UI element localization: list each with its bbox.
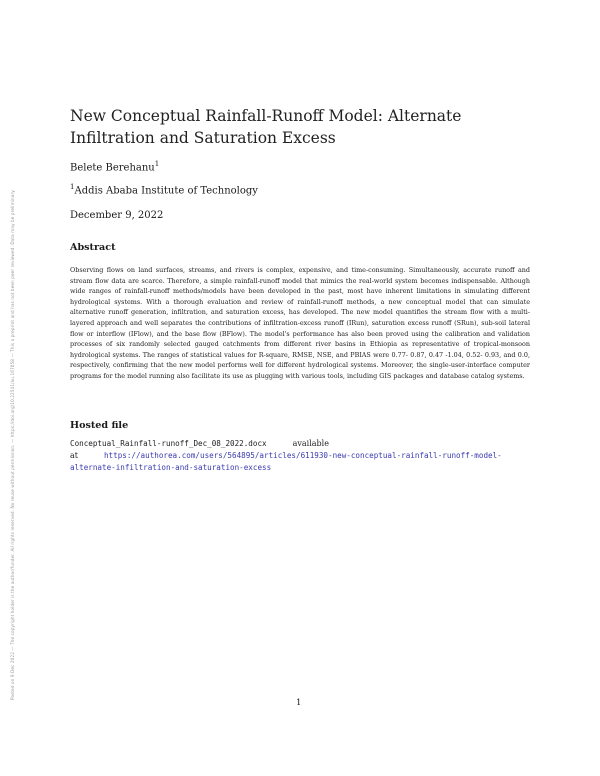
abstract-text: Observing flows on land surfaces, streams, and rivers is complex, expensive, and time-consuming. Simultaneously, accurate runoff and stream flow data are scarce. Therefore, a simple rainfall-runoff model that mimics the real-world system becomes indispensable. Although wide ranges of rainfall-runoff methods/models have been developed in the past, most have inherent limitations in simulating different hydrological systems. With a thorough evaluation and review of rainfall-runoff methods, a new conceptual model that can simulate alternative runoff generation, infiltration, and saturation excess, has developed. The new model quantifies the stream flow with a multi-layered approach and well separates the contributions of infiltration-excess runoff (IRun), saturation excess runoff (SRun), sub-soil lateral flow or interflow (IFlow), and the base flow (BFlow). The model's performance has also been proved using the calibration and validation processes of six randomly selected gauged catchments from different river basins in Ethiopia as representative of tropical-monsoon hydrological systems. The ranges of statistical values for R-square, RMSE, NSE, and PBIAS were 0.77- 0.87, 0.47 -1.04, 0.52- 0.93, and 0.0, respectively, confirming that the new model performs well for different hydrological systems. Moreover, the single-user-interface computer programs for the model running also facilitate its use as plugging with various tools, including GIS packages and database catalog systems. (70, 266, 530, 380)
paper-title: New Conceptual Rainfall-Runoff Model: Alternate Infiltration and Saturation Excess (70, 107, 462, 147)
author-name: Belete Berehanu (70, 162, 155, 174)
affiliation-name: Addis Ababa Institute of Technology (74, 185, 258, 197)
hosted-file-heading: Hosted file (70, 420, 129, 431)
hosted-file-paragraph (70, 438, 530, 474)
abstract-heading: Abstract (70, 242, 116, 253)
hosted-availability-text: available at (70, 439, 329, 460)
hosted-filename: Conceptual_Rainfall-runoff_Dec_08_2022.docx (70, 439, 267, 448)
affiliation-sup: 1 (70, 183, 75, 191)
affiliation-line (70, 183, 258, 196)
author-sup: 1 (154, 160, 160, 168)
preprint-sidebar-notice (10, 0, 40, 776)
page-number: 1 (296, 698, 302, 708)
hosted-file-link[interactable]: https://authorea.com/users/564895/articles/611930-new-conceptual-rainfall-runoff-model-alternate-infiltration-and-saturation-excess (70, 451, 502, 472)
author-line (70, 160, 159, 173)
sidebar-text: Posted on 9 Dec 2022 — The copyright holder is the author/funder. All rights reserved. No reuse without permission. — https://doi.org/10.22541/au.167058 — This a preprint and has not been peer reviewed. Data may be preliminary. (10, 189, 15, 700)
publication-date: December 9, 2022 (70, 210, 164, 221)
